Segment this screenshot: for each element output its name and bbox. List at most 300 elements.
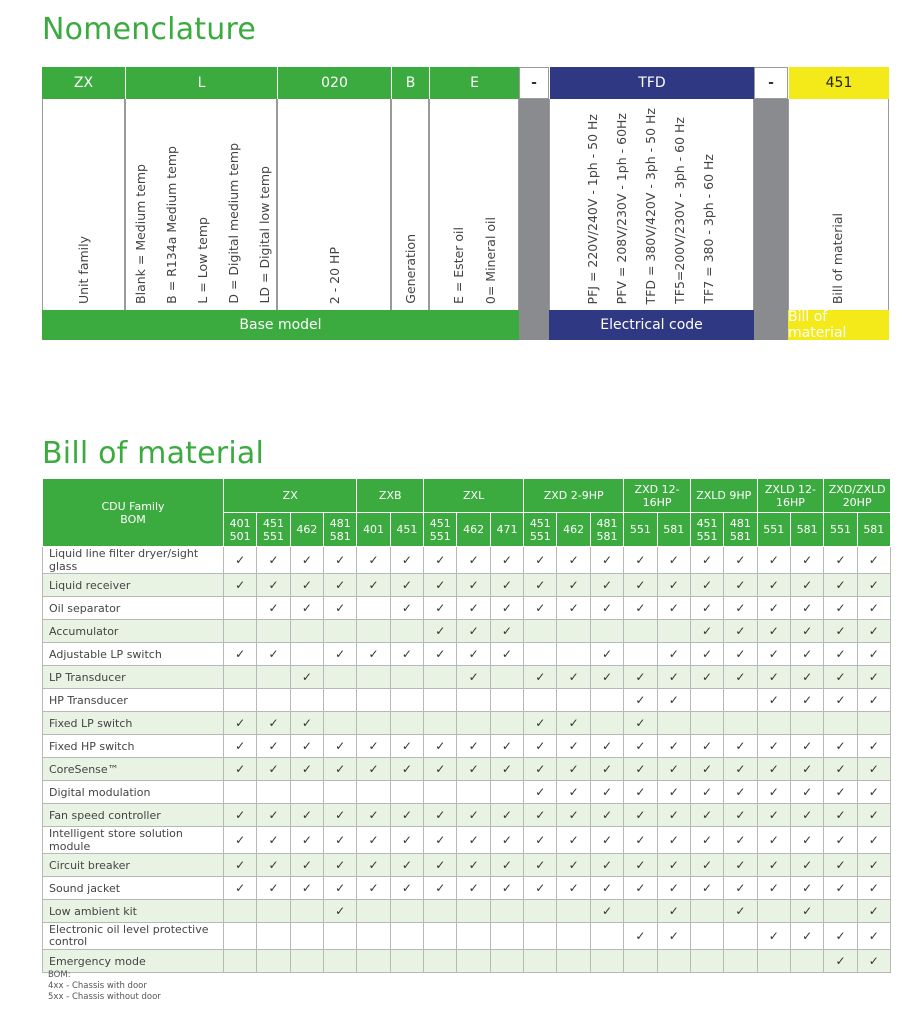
check-icon: ✓ (635, 858, 646, 872)
check-icon: ✓ (535, 739, 546, 753)
check-cell (390, 735, 423, 758)
check-cell (624, 877, 657, 900)
check-cell (757, 854, 790, 877)
check-cell (824, 574, 857, 597)
check-cell (824, 643, 857, 666)
check-cell (290, 877, 323, 900)
check-icon: ✓ (335, 762, 346, 776)
check-cell (224, 827, 257, 854)
empty-cell (724, 712, 757, 735)
check-icon: ✓ (735, 624, 746, 638)
empty-cell (490, 900, 523, 923)
check-icon: ✓ (635, 739, 646, 753)
check-cell (657, 804, 690, 827)
check-cell (524, 712, 557, 735)
bom-row-label: Accumulator (43, 620, 224, 643)
check-icon: ✓ (335, 808, 346, 822)
check-cell (857, 758, 890, 781)
check-cell (590, 827, 623, 854)
check-icon: ✓ (835, 670, 846, 684)
check-icon: ✓ (535, 881, 546, 895)
check-cell (690, 854, 723, 877)
check-icon: ✓ (601, 904, 613, 918)
check-icon: ✓ (735, 881, 746, 895)
check-icon: ✓ (235, 833, 246, 847)
desc-electrical (549, 99, 754, 310)
check-cell (857, 643, 890, 666)
check-cell (490, 827, 523, 854)
check-icon: ✓ (401, 601, 412, 615)
empty-cell (257, 689, 290, 712)
check-icon: ✓ (335, 739, 346, 753)
empty-cell (290, 923, 323, 950)
desc-text: D = Digital medium temp (226, 143, 241, 304)
check-cell (824, 923, 857, 950)
check-cell (257, 735, 290, 758)
check-icon: ✓ (835, 881, 846, 895)
check-cell (457, 547, 490, 574)
empty-cell (224, 666, 257, 689)
check-icon: ✓ (702, 624, 713, 638)
check-cell (790, 854, 823, 877)
bom-row-label: Sound jacket (43, 877, 224, 900)
note-line: BOM: (48, 970, 71, 980)
check-cell (490, 574, 523, 597)
check-cell (390, 758, 423, 781)
empty-cell (457, 781, 490, 804)
check-cell (457, 620, 490, 643)
empty-cell (824, 900, 857, 923)
check-icon: ✓ (802, 647, 813, 661)
check-icon: ✓ (635, 808, 646, 822)
desc-unit-family (42, 99, 125, 310)
check-icon: ✓ (702, 601, 713, 615)
check-cell (757, 923, 790, 950)
check-cell (790, 923, 823, 950)
check-cell (857, 735, 890, 758)
desc-text: PFJ = 220V/240V - 1ph - 50 Hz (585, 113, 600, 304)
check-cell (557, 574, 590, 597)
check-icon: ✓ (802, 739, 813, 753)
check-icon: ✓ (668, 601, 679, 615)
bom-row-label: Digital modulation (43, 781, 224, 804)
check-icon: ✓ (301, 578, 312, 592)
check-cell (757, 689, 790, 712)
desc-capacity (277, 99, 391, 310)
check-cell (857, 923, 890, 950)
check-icon: ✓ (401, 858, 412, 872)
check-icon: ✓ (435, 601, 446, 615)
check-icon: ✓ (335, 553, 346, 567)
check-icon: ✓ (835, 762, 846, 776)
check-cell (624, 854, 657, 877)
bom-row-label: Intelligent store solution module (43, 827, 224, 854)
check-icon: ✓ (835, 785, 846, 799)
check-cell (524, 574, 557, 597)
check-cell (324, 854, 357, 877)
check-icon: ✓ (501, 808, 512, 822)
check-cell (457, 804, 490, 827)
bom-code-header: 581 (790, 513, 823, 547)
check-icon: ✓ (301, 716, 312, 730)
check-cell (324, 804, 357, 827)
family-header: ZXD 2-9HP (524, 479, 624, 513)
desc-text: PFV = 208V/230V - 1ph - 60Hz (614, 112, 629, 304)
separator-bar-1 (519, 99, 549, 340)
check-cell (624, 689, 657, 712)
bom-row (43, 547, 891, 574)
check-icon: ✓ (301, 881, 312, 895)
empty-cell (424, 950, 457, 973)
check-cell (724, 666, 757, 689)
check-cell (690, 804, 723, 827)
check-cell (724, 735, 757, 758)
empty-cell (490, 950, 523, 973)
check-cell (790, 900, 823, 923)
check-icon: ✓ (635, 928, 646, 943)
check-cell (457, 643, 490, 666)
check-icon: ✓ (868, 858, 879, 872)
check-cell (424, 620, 457, 643)
check-cell (690, 547, 723, 574)
check-icon: ✓ (835, 647, 846, 661)
check-icon: ✓ (601, 578, 613, 592)
check-icon: ✓ (468, 578, 479, 592)
check-icon: ✓ (802, 553, 813, 567)
check-cell (324, 900, 357, 923)
empty-cell (624, 900, 657, 923)
check-cell (757, 758, 790, 781)
code-electrical: TFD (549, 67, 754, 99)
check-icon: ✓ (668, 647, 679, 661)
check-icon: ✓ (868, 553, 879, 567)
check-icon: ✓ (868, 624, 879, 638)
check-icon: ✓ (835, 954, 846, 968)
check-icon: ✓ (868, 904, 879, 918)
check-cell (657, 758, 690, 781)
bom-row (43, 950, 891, 973)
family-header: ZXL (424, 479, 524, 513)
empty-cell (790, 950, 823, 973)
check-icon: ✓ (568, 716, 579, 730)
empty-cell (657, 712, 690, 735)
check-cell (557, 854, 590, 877)
check-cell (590, 781, 623, 804)
bom-row (43, 758, 891, 781)
bom-code-header: 462 (290, 513, 323, 547)
check-cell (390, 854, 423, 877)
empty-cell (390, 950, 423, 973)
check-cell (624, 735, 657, 758)
check-icon: ✓ (768, 808, 779, 822)
bom-code-header: 481 581 (724, 513, 757, 547)
check-icon: ✓ (368, 881, 379, 895)
empty-cell (290, 643, 323, 666)
check-icon: ✓ (868, 785, 879, 799)
check-cell (390, 804, 423, 827)
check-icon: ✓ (601, 762, 613, 776)
bom-code-header: 451 551 (690, 513, 723, 547)
empty-cell (357, 712, 390, 735)
check-icon: ✓ (568, 881, 579, 895)
empty-cell (324, 689, 357, 712)
check-cell (857, 597, 890, 620)
check-icon: ✓ (735, 553, 746, 567)
check-icon: ✓ (735, 578, 746, 592)
check-icon: ✓ (301, 553, 312, 567)
check-cell (490, 547, 523, 574)
check-icon: ✓ (368, 578, 379, 592)
check-cell (590, 666, 623, 689)
check-cell (790, 620, 823, 643)
code-oil: E (429, 67, 519, 99)
empty-cell (557, 689, 590, 712)
empty-cell (824, 712, 857, 735)
bom-code-header: 462 (457, 513, 490, 547)
bom-code-header: 401 501 (224, 513, 257, 547)
check-icon: ✓ (601, 785, 613, 799)
check-icon: ✓ (535, 762, 546, 776)
empty-cell (424, 923, 457, 950)
bom-row (43, 781, 891, 804)
check-icon: ✓ (635, 762, 646, 776)
check-cell (457, 877, 490, 900)
check-icon: ✓ (401, 833, 412, 847)
check-cell (757, 781, 790, 804)
check-cell (657, 877, 690, 900)
bom-row-label: Circuit breaker (43, 854, 224, 877)
check-icon: ✓ (802, 762, 813, 776)
empty-cell (490, 781, 523, 804)
check-cell (524, 547, 557, 574)
check-cell (357, 735, 390, 758)
check-icon: ✓ (802, 904, 813, 918)
bom-row-label: Low ambient kit (43, 900, 224, 923)
check-cell (624, 712, 657, 735)
check-icon: ✓ (468, 553, 479, 567)
empty-cell (424, 712, 457, 735)
check-icon: ✓ (301, 739, 312, 753)
bom-row-label: Electronic oil level protective control (43, 923, 224, 950)
check-icon: ✓ (535, 785, 546, 799)
check-cell (657, 574, 690, 597)
check-icon: ✓ (868, 808, 879, 822)
check-icon: ✓ (735, 739, 746, 753)
empty-cell (690, 900, 723, 923)
desc-text: TF7 = 380 - 3ph - 60 Hz (701, 154, 716, 304)
empty-cell (257, 781, 290, 804)
check-cell (390, 574, 423, 597)
check-icon: ✓ (435, 808, 446, 822)
check-icon: ✓ (635, 553, 646, 567)
check-cell (790, 597, 823, 620)
empty-cell (390, 620, 423, 643)
check-icon: ✓ (802, 881, 813, 895)
check-cell (857, 877, 890, 900)
bom-row-label: Adjustable LP switch (43, 643, 224, 666)
check-icon: ✓ (868, 601, 879, 615)
check-icon: ✓ (668, 808, 679, 822)
family-header: ZXB (357, 479, 424, 513)
check-cell (524, 735, 557, 758)
check-cell (424, 827, 457, 854)
check-cell (590, 643, 623, 666)
check-icon: ✓ (435, 624, 446, 638)
check-cell (290, 712, 323, 735)
check-icon: ✓ (568, 858, 579, 872)
check-icon: ✓ (768, 762, 779, 776)
check-cell (824, 950, 857, 973)
check-icon: ✓ (601, 601, 613, 615)
check-cell (324, 758, 357, 781)
check-cell (490, 597, 523, 620)
check-cell (657, 854, 690, 877)
check-cell (424, 877, 457, 900)
check-cell (557, 547, 590, 574)
empty-cell (524, 689, 557, 712)
check-icon: ✓ (568, 808, 579, 822)
empty-cell (290, 900, 323, 923)
check-icon: ✓ (535, 578, 546, 592)
check-icon: ✓ (501, 739, 512, 753)
check-icon: ✓ (868, 647, 879, 661)
desc-text: TFD = 380V/420V - 3ph - 50 Hz (643, 107, 658, 304)
check-cell (290, 827, 323, 854)
check-icon: ✓ (501, 881, 512, 895)
check-cell (857, 574, 890, 597)
bom-title: Bill of material (42, 436, 264, 471)
check-cell (724, 854, 757, 877)
bom-row (43, 689, 891, 712)
check-cell (857, 827, 890, 854)
check-cell (557, 735, 590, 758)
bom-code-header: 471 (490, 513, 523, 547)
check-cell (657, 781, 690, 804)
check-cell (424, 804, 457, 827)
check-cell (557, 781, 590, 804)
check-cell (490, 758, 523, 781)
check-cell (257, 758, 290, 781)
empty-cell (490, 923, 523, 950)
check-cell (657, 735, 690, 758)
bom-row (43, 597, 891, 620)
check-icon: ✓ (235, 881, 246, 895)
check-cell (857, 781, 890, 804)
check-icon: ✓ (535, 858, 546, 872)
check-icon: ✓ (768, 578, 779, 592)
empty-cell (257, 666, 290, 689)
check-cell (490, 854, 523, 877)
check-cell (224, 712, 257, 735)
desc-text: B = R134a Medium temp (164, 146, 179, 304)
check-icon: ✓ (768, 624, 779, 638)
check-cell (757, 597, 790, 620)
check-cell (290, 666, 323, 689)
check-icon: ✓ (835, 693, 846, 707)
check-cell (757, 666, 790, 689)
check-icon: ✓ (535, 601, 546, 615)
check-icon: ✓ (702, 881, 713, 895)
check-cell (790, 758, 823, 781)
check-icon: ✓ (835, 553, 846, 567)
empty-cell (690, 923, 723, 950)
note-line: 4xx - Chassis with door (48, 981, 147, 991)
check-cell (557, 666, 590, 689)
check-cell (624, 827, 657, 854)
check-icon: ✓ (768, 553, 779, 567)
check-icon: ✓ (368, 762, 379, 776)
check-icon: ✓ (668, 833, 679, 847)
empty-cell (624, 620, 657, 643)
check-cell (224, 877, 257, 900)
check-icon: ✓ (868, 578, 879, 592)
bom-code-header: 551 (757, 513, 790, 547)
empty-cell (457, 923, 490, 950)
check-icon: ✓ (768, 670, 779, 684)
check-icon: ✓ (568, 670, 579, 684)
empty-cell (524, 900, 557, 923)
bom-row (43, 854, 891, 877)
check-icon: ✓ (868, 739, 879, 753)
check-cell (690, 643, 723, 666)
check-icon: ✓ (468, 647, 479, 661)
empty-cell (424, 666, 457, 689)
check-icon: ✓ (568, 601, 579, 615)
check-icon: ✓ (635, 693, 646, 707)
check-cell (557, 758, 590, 781)
check-cell (657, 900, 690, 923)
bom-row (43, 735, 891, 758)
check-cell (557, 712, 590, 735)
empty-cell (324, 712, 357, 735)
check-icon: ✓ (501, 858, 512, 872)
empty-cell (657, 950, 690, 973)
check-cell (590, 735, 623, 758)
check-icon: ✓ (668, 881, 679, 895)
check-icon: ✓ (235, 647, 246, 661)
empty-cell (757, 900, 790, 923)
bom-code-header: 401 (357, 513, 390, 547)
bom-code-header: 551 (624, 513, 657, 547)
check-icon: ✓ (335, 578, 346, 592)
check-cell (724, 827, 757, 854)
check-cell (324, 597, 357, 620)
check-icon: ✓ (401, 808, 412, 822)
desc-text: Bill of material (830, 212, 845, 304)
empty-cell (490, 712, 523, 735)
check-cell (657, 597, 690, 620)
check-icon: ✓ (301, 670, 312, 684)
empty-cell (490, 666, 523, 689)
check-icon: ✓ (235, 716, 246, 730)
empty-cell (257, 620, 290, 643)
check-cell (690, 877, 723, 900)
check-icon: ✓ (668, 670, 679, 684)
bom-row-label: Fixed HP switch (43, 735, 224, 758)
check-cell (390, 827, 423, 854)
check-cell (524, 758, 557, 781)
check-icon: ✓ (702, 647, 713, 661)
check-cell (357, 547, 390, 574)
desc-text: E = Ester oil (451, 226, 466, 304)
empty-cell (590, 620, 623, 643)
check-icon: ✓ (635, 716, 646, 730)
empty-cell (624, 643, 657, 666)
check-icon: ✓ (868, 881, 879, 895)
check-cell (790, 827, 823, 854)
empty-cell (324, 923, 357, 950)
empty-cell (590, 712, 623, 735)
